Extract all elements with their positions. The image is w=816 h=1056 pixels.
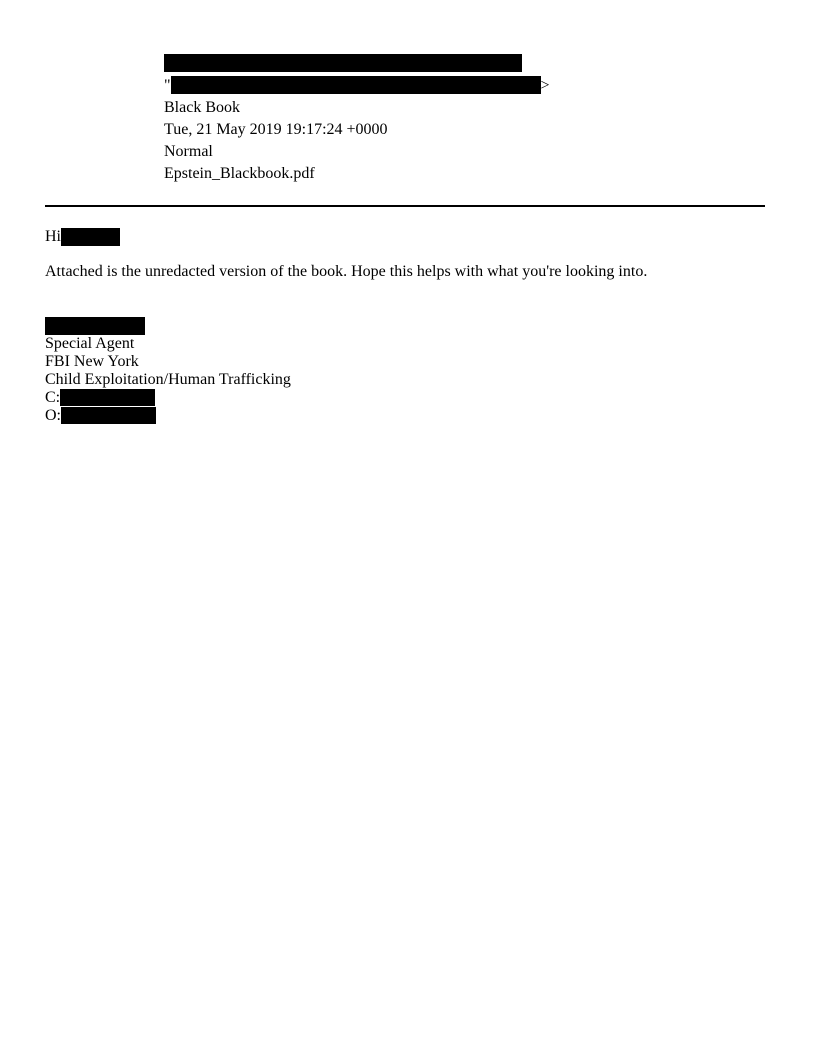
signature-cell-line (45, 389, 155, 407)
from-redaction (164, 54, 522, 72)
greeting-text: Hi (45, 228, 61, 245)
importance-value: Normal (164, 143, 213, 160)
office-phone-label: O: (45, 407, 61, 424)
cell-label: C: (45, 389, 61, 406)
office-number-redaction (61, 407, 156, 424)
greeting-line (45, 228, 120, 246)
recipient-name-redaction (61, 228, 120, 246)
signature-office-line (45, 407, 156, 425)
attachment-filename[interactable]: Epstein_Blackbook.pdf (164, 165, 315, 182)
from-value (164, 54, 522, 72)
to-value (164, 77, 550, 95)
signature-title: Special Agent (45, 335, 135, 352)
sender-name-redaction (45, 317, 145, 335)
to-redaction (171, 76, 541, 94)
message-text: Attached is the unredacted version of the book. Hope this helps with what you're looking into. (45, 263, 648, 280)
sender-name-line (45, 317, 145, 335)
to-close-bracket: > (540, 77, 550, 94)
date-value: Tue, 21 May 2019 19:17:24 +0000 (164, 121, 388, 138)
signature-office: FBI New York (45, 353, 139, 370)
to-open-quote: " (164, 77, 171, 94)
cell-number-redaction (60, 389, 155, 406)
subject-value: Black Book (164, 99, 240, 116)
signature-unit: Child Exploitation/Human Trafficking (45, 371, 291, 388)
header-divider (45, 205, 765, 207)
